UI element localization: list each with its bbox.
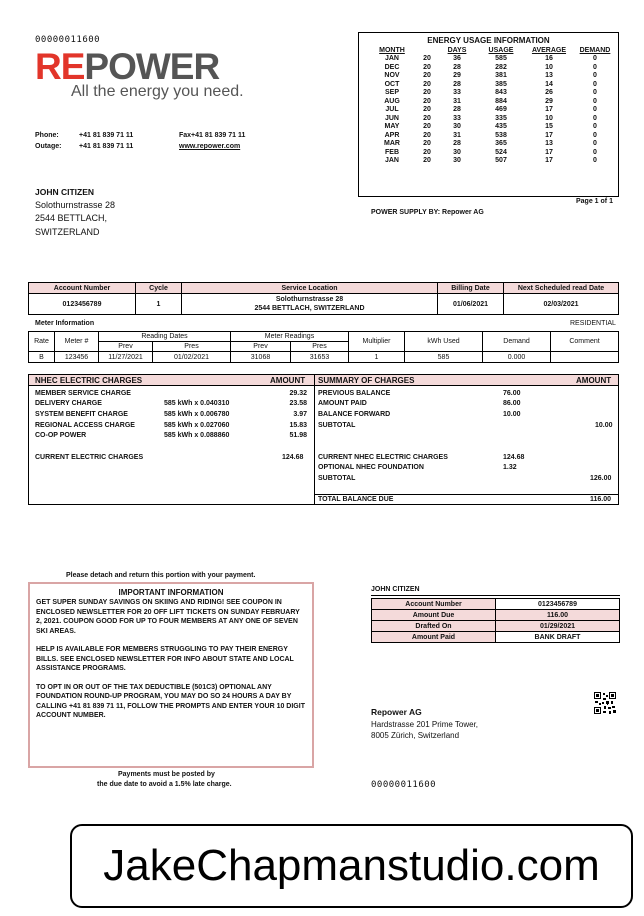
usage-row <box>367 64 617 73</box>
watermark-banner <box>70 824 633 908</box>
watermark-text: JakeChapmanstudio.com <box>103 841 600 890</box>
charge-item-calc: 585 kWh x 0.027060 <box>164 422 230 429</box>
usage-days-a: 20 <box>423 157 431 164</box>
usage-row <box>367 81 617 90</box>
usage-usage: 469 <box>495 106 507 113</box>
usage-demand: 0 <box>593 63 597 71</box>
service-location-value <box>182 294 438 315</box>
previous-balance-value: 76.00 <box>503 390 521 397</box>
subtotal-1-value: 10.00 <box>595 422 613 429</box>
usage-row <box>367 132 617 141</box>
usage-month: MAR <box>384 140 400 147</box>
remit-value: 116.00 <box>496 610 620 621</box>
rate-header: Rate <box>29 332 55 352</box>
meter-number-value: 123456 <box>55 352 99 363</box>
date-pres-header: Pres <box>153 342 231 352</box>
service-location-line1: Solothurnstrasse 28 <box>275 296 344 303</box>
remit-row <box>372 632 620 643</box>
usage-demand: 0 <box>593 140 597 147</box>
usage-usage: 524 <box>495 148 507 156</box>
usage-month: FEB <box>385 148 399 156</box>
usage-days-a: 20 <box>423 148 431 156</box>
meter-number-header: Meter # <box>55 332 99 352</box>
kwh-header: kWh Used <box>405 332 483 352</box>
usage-demand: 0 <box>593 157 597 164</box>
usage-average: 10 <box>545 63 553 71</box>
remit-value: BANK DRAFT <box>496 632 620 643</box>
charge-item-amount: 23.58 <box>289 400 307 407</box>
amount-paid-label: AMOUNT PAID <box>318 400 367 407</box>
usage-month: AUG <box>384 97 400 105</box>
energy-usage-table <box>358 32 619 197</box>
total-balance-label: TOTAL BALANCE DUE <box>318 496 394 503</box>
company-address-2: 8005 Zürich, Switzerland <box>371 731 460 740</box>
post-note-line2: the due date to avoid a 1.5% late charge. <box>97 781 232 788</box>
usage-usage: 435 <box>495 123 507 130</box>
current-charges-amount: 124.68 <box>282 454 304 461</box>
usage-average: 29 <box>545 97 553 105</box>
usage-row <box>367 106 617 115</box>
usage-usage: 884 <box>495 97 507 105</box>
usage-days: 28 <box>453 140 461 147</box>
usage-demand: 0 <box>593 80 597 88</box>
meter-readings-header: Meter Readings <box>231 332 349 342</box>
usage-days: 29 <box>453 72 461 79</box>
usage-month: OCT <box>384 80 400 88</box>
usage-days: 33 <box>453 89 461 96</box>
read-prev-header: Prev <box>231 342 291 352</box>
usage-month: SEP <box>384 89 399 96</box>
charge-item-amount: 29.32 <box>289 390 307 397</box>
usage-average: 16 <box>545 55 553 62</box>
comment-value <box>551 352 619 363</box>
usage-usage: 585 <box>495 55 507 62</box>
fax-value: Fax+41 81 839 71 11 <box>179 132 246 139</box>
total-balance-value: 116.00 <box>590 496 612 503</box>
usage-month: JAN <box>384 55 399 62</box>
usage-row <box>367 140 617 149</box>
notice-paragraph-2: HELP IS AVAILABLE FOR MEMBERS STRUGGLING TO PAY THEIR ENERGY BILLS. SEE ENCLOSED NEWSLETTER FOR INFO ABOUT STATE AND LOCAL ASSISTANCE PROGRAMS. <box>36 646 294 672</box>
remit-label: Amount Due <box>372 610 496 621</box>
usage-month: APR <box>384 131 400 139</box>
usage-average: 17 <box>545 106 553 113</box>
charge-item-name: REGIONAL ACCESS CHARGE <box>35 422 135 429</box>
usage-title: ENERGY USAGE INFORMATION <box>427 36 550 45</box>
usage-days-a: 20 <box>423 97 431 105</box>
meter-info-label: Meter Information <box>35 320 95 327</box>
charge-item-name: MEMBER SERVICE CHARGE <box>35 390 131 397</box>
meter-table <box>28 331 619 363</box>
usage-days: 36 <box>453 55 461 62</box>
usage-average: 10 <box>545 114 553 122</box>
usage-month: JAN <box>384 157 399 164</box>
customer-street: Solothurnstrasse 28 <box>35 200 116 210</box>
demand-value: 0.000 <box>483 352 551 363</box>
charges-amount-header: AMOUNT <box>270 376 306 385</box>
read-pres-value: 31653 <box>291 352 349 363</box>
customer-country: SWITZERLAND <box>35 227 100 237</box>
usage-demand: 0 <box>593 97 597 105</box>
usage-row <box>367 98 617 107</box>
balance-forward-value: 10.00 <box>503 411 521 418</box>
website-link[interactable]: www.repower.com <box>179 143 241 150</box>
service-location-header: Service Location <box>182 283 438 294</box>
balance-forward-label: BALANCE FORWARD <box>318 411 391 418</box>
remit-label: Account Number <box>372 599 496 610</box>
multiplier-header: Multiplier <box>349 332 405 352</box>
next-read-header: Next Scheduled read Date <box>504 283 619 294</box>
document-id-bottom: 00000011600 <box>371 780 437 790</box>
usage-average: 14 <box>545 80 553 88</box>
usage-demand: 0 <box>593 72 597 79</box>
date-pres-value: 01/02/2021 <box>153 352 231 363</box>
company-address-1: Hardstrasse 201 Prime Tower, <box>371 720 479 729</box>
charges-title: NHEC ELECTRIC CHARGES <box>35 376 143 385</box>
billing-date-value: 01/06/2021 <box>438 294 504 315</box>
next-read-value: 02/03/2021 <box>504 294 619 315</box>
previous-balance-label: PREVIOUS BALANCE <box>318 390 391 397</box>
usage-days-a: 20 <box>423 80 431 88</box>
usage-days-a: 20 <box>423 114 431 122</box>
multiplier-value: 1 <box>349 352 405 363</box>
usage-days: 33 <box>453 114 461 122</box>
usage-row <box>367 157 617 166</box>
usage-days: 28 <box>453 80 461 88</box>
qr-code-icon <box>594 692 616 714</box>
meter-type: RESIDENTIAL <box>570 320 616 327</box>
usage-header-month: MONTH <box>379 46 405 54</box>
remittance-table <box>371 598 620 643</box>
usage-row <box>367 115 617 124</box>
subtotal-1-label: SUBTOTAL <box>318 422 356 429</box>
usage-demand: 0 <box>593 106 597 113</box>
logo-power: POWER <box>84 46 220 87</box>
usage-month: MAY <box>384 123 400 130</box>
charge-item-calc: 585 kWh x 0.088860 <box>164 432 230 439</box>
usage-days: 28 <box>453 106 461 113</box>
notice-paragraph-1: GET SUPER SUNDAY SAVINGS ON SKIING AND RIDING! SEE COUPON IN ENCLOSED NEWSLETTER FOR 20 OFF LIFT TICKETS ON SUNDAY FEBRUARY 2, 2021. COUPON GOOD FOR UP TO FOUR MEMBERS AT ANY ONE OF SEVEN SKI AREAS. <box>36 599 300 635</box>
read-prev-value: 31068 <box>231 352 291 363</box>
current-nhec-label: CURRENT NHEC ELECTRIC CHARGES <box>318 454 448 461</box>
usage-header-average: AVERAGE <box>531 46 567 54</box>
read-pres-header: Pres <box>291 342 349 352</box>
charge-item-amount: 3.97 <box>293 411 307 418</box>
usage-days-a: 20 <box>423 140 431 147</box>
usage-average: 17 <box>545 131 553 139</box>
charge-item-name: DELIVERY CHARGE <box>35 400 102 407</box>
charge-item-name: SYSTEM BENEFIT CHARGE <box>35 411 128 418</box>
usage-usage: 282 <box>495 63 507 71</box>
demand-header: Demand <box>483 332 551 352</box>
usage-usage: 385 <box>495 80 507 88</box>
usage-demand: 0 <box>593 114 597 122</box>
usage-demand: 0 <box>593 148 597 156</box>
usage-demand: 0 <box>593 55 597 62</box>
remit-value: 01/29/2021 <box>496 621 620 632</box>
usage-usage: 507 <box>495 157 507 164</box>
notice-paragraph-3: TO OPT IN OR OUT OF THE TAX DEDUCTIBLE (501C3) OPTIONAL ANY FOUNDATION ROUND-UP PROGRAM, YOU MAY DO SO 24 HOURS A DAY BY CALLING +41 81 839 71 11, FOLLOW THE PROMPTS AND ENTER YOUR 10 DIGIT ACCOUNT NUMBER. <box>36 683 305 719</box>
usage-average: 15 <box>545 123 553 130</box>
charge-item-calc: 585 kWh x 0.006780 <box>164 411 230 418</box>
usage-days-a: 20 <box>423 72 431 79</box>
usage-days-a: 20 <box>423 106 431 113</box>
usage-month: NOV <box>384 72 400 79</box>
phone-label: Phone: <box>35 132 59 139</box>
usage-average: 17 <box>545 157 553 164</box>
remit-customer-name: JOHN CITIZEN <box>371 586 420 593</box>
usage-month: DEC <box>384 63 400 71</box>
remit-row <box>372 621 620 632</box>
usage-days-a: 20 <box>423 131 431 139</box>
usage-usage: 538 <box>495 131 507 139</box>
usage-days-a: 20 <box>423 63 431 71</box>
usage-header-demand: DEMAND <box>579 46 611 54</box>
usage-usage: 335 <box>495 114 507 122</box>
usage-demand: 0 <box>593 89 597 96</box>
charge-item-amount: 15.83 <box>289 422 307 429</box>
account-table <box>28 282 619 315</box>
important-information-box <box>28 582 314 768</box>
foundation-label: OPTIONAL NHEC FOUNDATION <box>318 464 424 471</box>
notice-title: IMPORTANT INFORMATION <box>118 588 224 597</box>
logo-re: RE <box>35 46 85 87</box>
charge-item-name: CO-OP POWER <box>35 432 87 439</box>
service-location-line2: 2544 BETTLACH, SWITZERLAND <box>254 305 365 312</box>
current-nhec-value: 124.68 <box>503 454 525 461</box>
usage-row <box>367 55 617 64</box>
usage-days: 31 <box>453 97 461 105</box>
usage-days-a: 20 <box>423 89 431 96</box>
remit-row <box>372 610 620 621</box>
foundation-value: 1.32 <box>503 464 517 471</box>
customer-city: 2544 BETTLACH, <box>35 213 108 223</box>
usage-days: 28 <box>453 63 461 71</box>
usage-usage: 843 <box>495 89 507 96</box>
usage-days: 31 <box>453 131 461 139</box>
usage-header-usage: USAGE <box>488 46 514 54</box>
charge-item-amount: 51.98 <box>289 432 307 439</box>
usage-average: 13 <box>545 72 553 79</box>
billing-date-header: Billing Date <box>438 283 504 294</box>
outage-value: +41 81 839 71 11 <box>79 143 134 150</box>
cycle-header: Cycle <box>136 283 182 294</box>
usage-average: 13 <box>545 140 553 147</box>
date-prev-header: Prev <box>99 342 153 352</box>
usage-demand: 0 <box>593 123 597 130</box>
usage-header-days: DAYS <box>447 46 467 54</box>
usage-days: 30 <box>453 157 461 164</box>
power-supply-by: POWER SUPPLY BY: Repower AG <box>371 209 484 216</box>
amount-paid-value: 86.00 <box>503 400 521 407</box>
charge-item-calc: 585 kWh x 0.040310 <box>164 400 230 407</box>
current-charges-label: CURRENT ELECTRIC CHARGES <box>35 454 144 461</box>
post-note-line1: Payments must be posted by <box>118 771 215 778</box>
customer-name: JOHN CITIZEN <box>35 187 95 197</box>
subtotal-2-label: SUBTOTAL <box>318 475 356 482</box>
account-number-header: Account Number <box>29 283 136 294</box>
remit-label: Amount Paid <box>372 632 496 643</box>
rate-value: B <box>29 352 55 363</box>
usage-usage: 381 <box>495 72 507 79</box>
usage-days-a: 20 <box>423 55 431 62</box>
logo-tagline: All the energy you need. <box>71 83 244 100</box>
outage-label: Outage: <box>35 143 62 150</box>
detach-instruction: Please detach and return this portion with your payment. <box>66 572 256 579</box>
remit-row <box>372 599 620 610</box>
usage-row <box>367 123 617 132</box>
company-name: Repower AG <box>371 707 422 717</box>
usage-demand: 0 <box>593 131 597 139</box>
date-prev-value: 11/27/2021 <box>99 352 153 363</box>
usage-average: 26 <box>545 89 553 96</box>
usage-usage: 365 <box>495 140 507 147</box>
usage-days: 30 <box>453 123 461 130</box>
page-number: Page 1 of 1 <box>576 198 613 205</box>
subtotal-2-value: 126.00 <box>590 475 612 482</box>
reading-dates-header: Reading Dates <box>99 332 231 342</box>
usage-days: 30 <box>453 148 461 156</box>
remit-value: 0123456789 <box>496 599 620 610</box>
document-id-top: 00000011600 <box>35 35 101 45</box>
usage-row <box>367 149 617 158</box>
cycle-value: 1 <box>136 294 182 315</box>
usage-average: 17 <box>545 148 553 156</box>
summary-title: SUMMARY OF CHARGES <box>318 376 415 385</box>
repower-logo <box>35 48 219 85</box>
summary-amount-header: AMOUNT <box>576 376 612 385</box>
phone-value: +41 81 839 71 11 <box>79 132 134 139</box>
usage-month: JUN <box>384 114 399 122</box>
usage-row <box>367 72 617 81</box>
usage-row <box>367 89 617 98</box>
kwh-value: 585 <box>405 352 483 363</box>
usage-days-a: 20 <box>423 123 431 130</box>
remit-label: Drafted On <box>372 621 496 632</box>
account-number-value: 0123456789 <box>29 294 136 315</box>
comment-header: Comment <box>551 332 619 352</box>
usage-month: JUL <box>385 106 399 113</box>
